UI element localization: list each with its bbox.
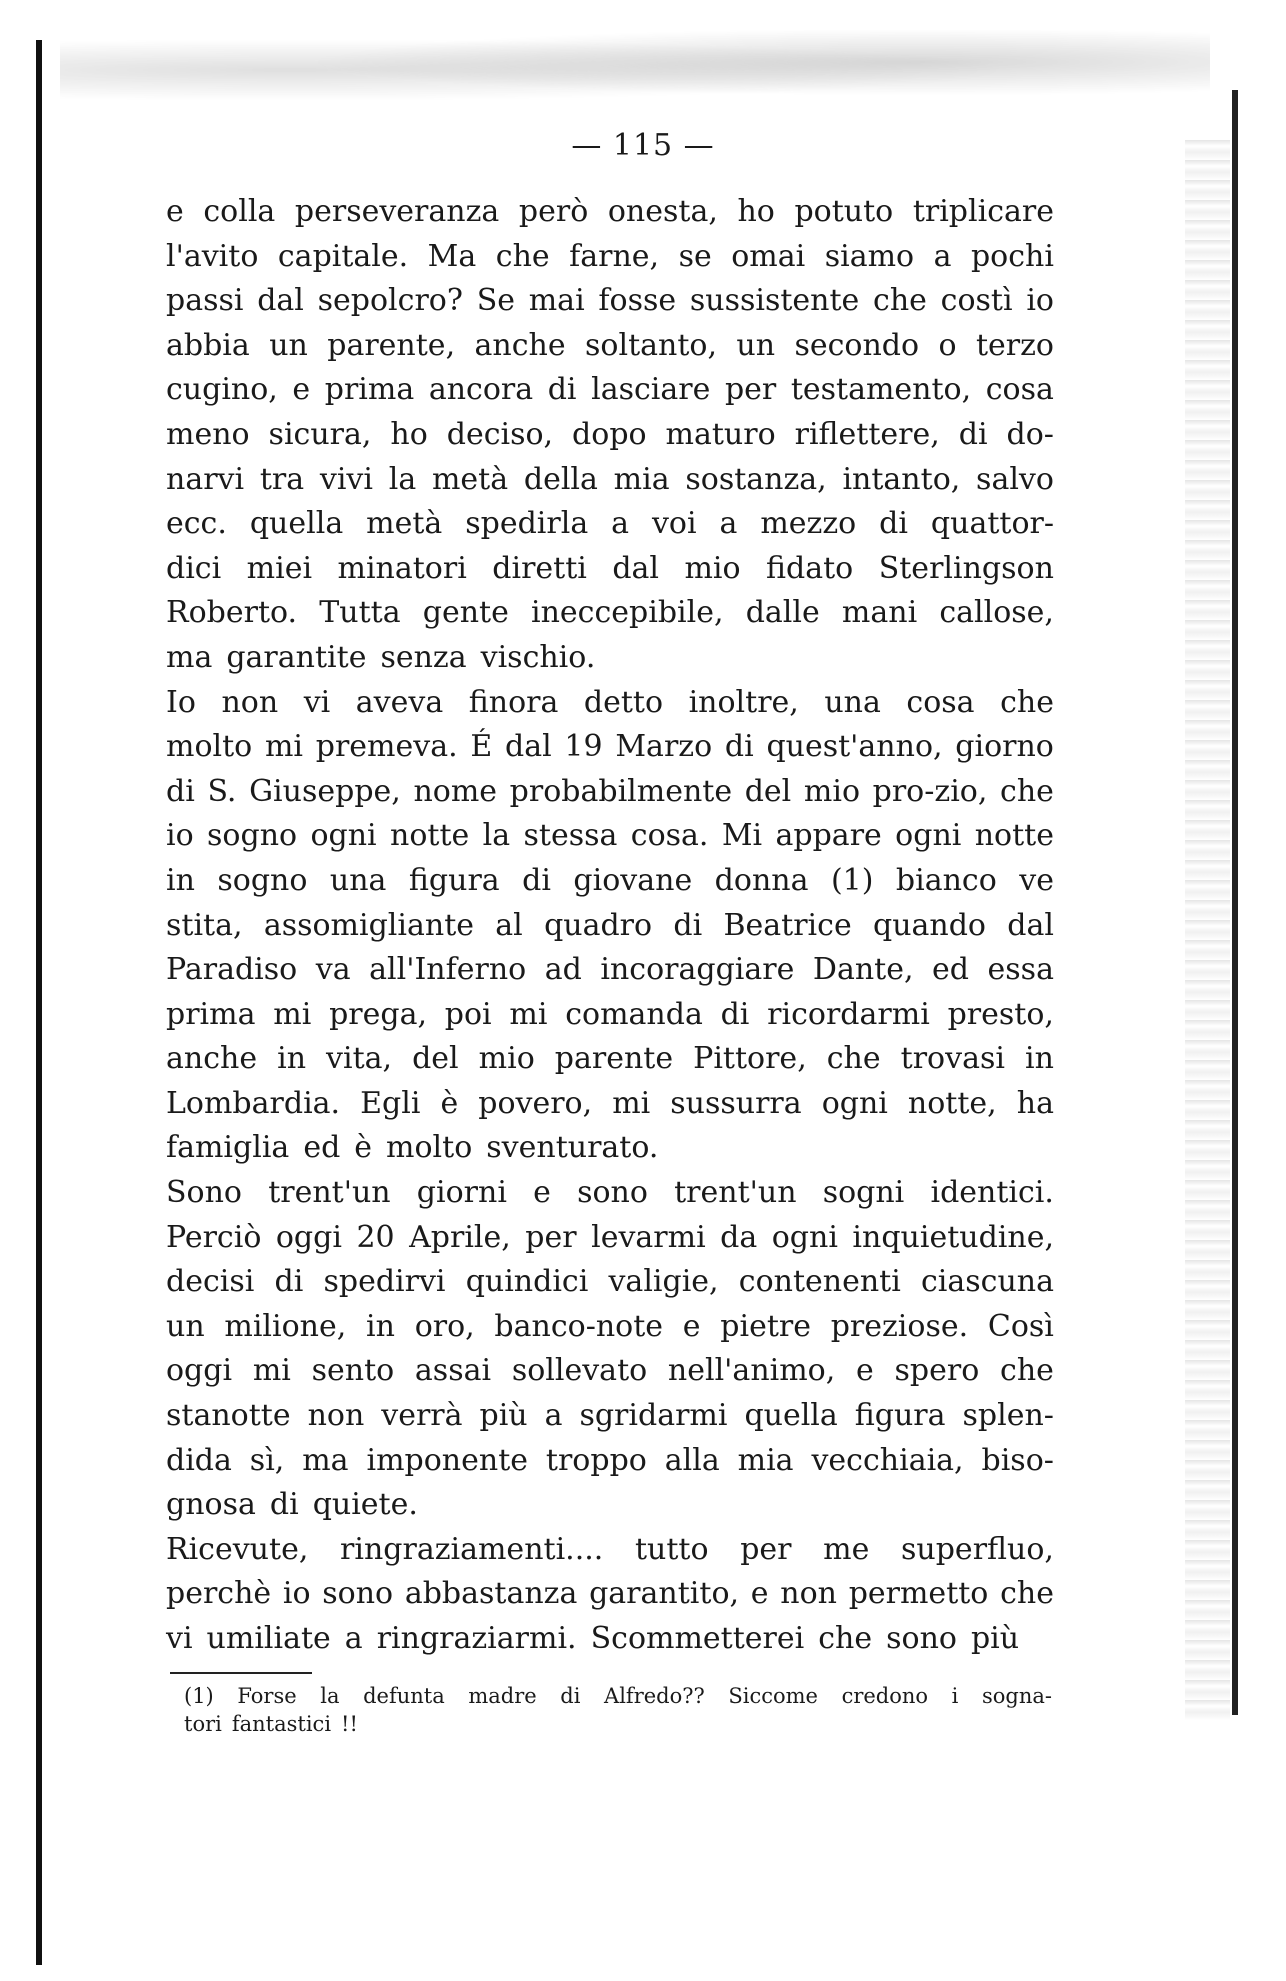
footnote <box>184 1682 1052 1738</box>
text-line: dici miei minatori diretti dal mio fidato Sterlingson <box>166 550 1054 586</box>
text-line: perchè io sono abbastanza garantito, e non permetto che <box>166 1576 1054 1612</box>
body-text <box>166 190 1054 1662</box>
footnote-line: (1) Forse la defunta madre di Alfredo?? Siccome credono i sogna- <box>184 1684 1052 1708</box>
text-line: ecc. quella metà spedirla a voi a mezzo di quattor- <box>166 506 1054 542</box>
text-line: decisi di spedirvi quindici valigie, contenenti ciascuna <box>166 1264 1054 1300</box>
text-line: Io non vi aveva finora detto inoltre, una cosa che <box>166 684 1054 720</box>
page-binding-edge <box>36 40 42 1965</box>
text-line: famiglia ed è molto sventurato. <box>166 1130 659 1166</box>
text-line: l'avito capitale. Ma che farne, se omai siamo a pochi <box>166 238 1054 274</box>
text-line: Lombardia. Egli è povero, mi sussurra ogni notte, ha <box>166 1085 1054 1121</box>
page-number: — 115 — <box>571 128 715 163</box>
text-line: anche in vita, del mio parente Pittore, che trovasi in <box>166 1041 1054 1077</box>
text-line: di S. Giuseppe, nome probabilmente del mio pro-zio, che <box>166 773 1054 809</box>
text-line: prima mi prega, poi mi comanda di ricordarmi presto, <box>166 996 1054 1032</box>
text-line: cugino, e prima ancora di lasciare per testamento, cosa <box>166 372 1054 408</box>
text-line: abbia un parente, anche soltanto, un secondo o terzo <box>166 327 1054 363</box>
text-line: passi dal sepolcro? Se mai fosse sussistente che costì io <box>166 283 1054 319</box>
text-line: stita, assomigliante al quadro di Beatrice quando dal <box>166 907 1054 943</box>
text-line: Sono trent'un giorni e sono trent'un sogni identici. <box>166 1175 1054 1211</box>
text-line: ma garantite senza vischio. <box>166 639 596 675</box>
text-line: narvi tra vivi la metà della mia sostanza, intanto, salvo <box>166 461 1054 497</box>
text-line: stanotte non verrà più a sgridarmi quella figura splen- <box>166 1398 1054 1434</box>
text-line: in sogno una figura di giovane donna (1) bianco ve <box>166 862 1054 898</box>
scan-smudge-top <box>60 30 1210 110</box>
text-line: Paradiso va all'Inferno ad incoraggiare Dante, ed essa <box>166 952 1054 988</box>
text-line: oggi mi sento assai sollevato nell'animo, e spero che <box>166 1353 1054 1389</box>
text-line: meno sicura, ho deciso, dopo maturo riflettere, di do- <box>166 416 1054 452</box>
text-line: io sogno ogni notte la stessa cosa. Mi appare ogni notte <box>166 818 1054 854</box>
text-line: dida sì, ma imponente troppo alla mia vecchiaia, biso- <box>166 1442 1054 1478</box>
text-line: Roberto. Tutta gente ineccepibile, dalle mani callose, <box>166 595 1054 631</box>
footnote-rule <box>170 1672 312 1674</box>
text-line: vi umiliate a ringraziarmi. Scommetterei che sono più <box>166 1621 1020 1656</box>
text-line: Ricevute, ringraziamenti.... tutto per me superfluo, <box>166 1531 1054 1567</box>
text-line: Perciò oggi 20 Aprile, per levarmi da ogni inquietudine, <box>166 1219 1054 1255</box>
text-line: gnosa di quiete. <box>166 1487 418 1523</box>
text-line: e colla perseveranza però onesta, ho potuto triplicare <box>166 194 1054 229</box>
scan-smudge-right <box>1185 140 1230 1720</box>
page-right-edge <box>1232 90 1238 1715</box>
text-line: un milione, in oro, banco-note e pietre preziose. Così <box>166 1308 1054 1344</box>
text-line: molto mi premeva. É dal 19 Marzo di quest'anno, giorno <box>166 729 1054 765</box>
footnote-line: tori fantastici !! <box>184 1712 358 1736</box>
